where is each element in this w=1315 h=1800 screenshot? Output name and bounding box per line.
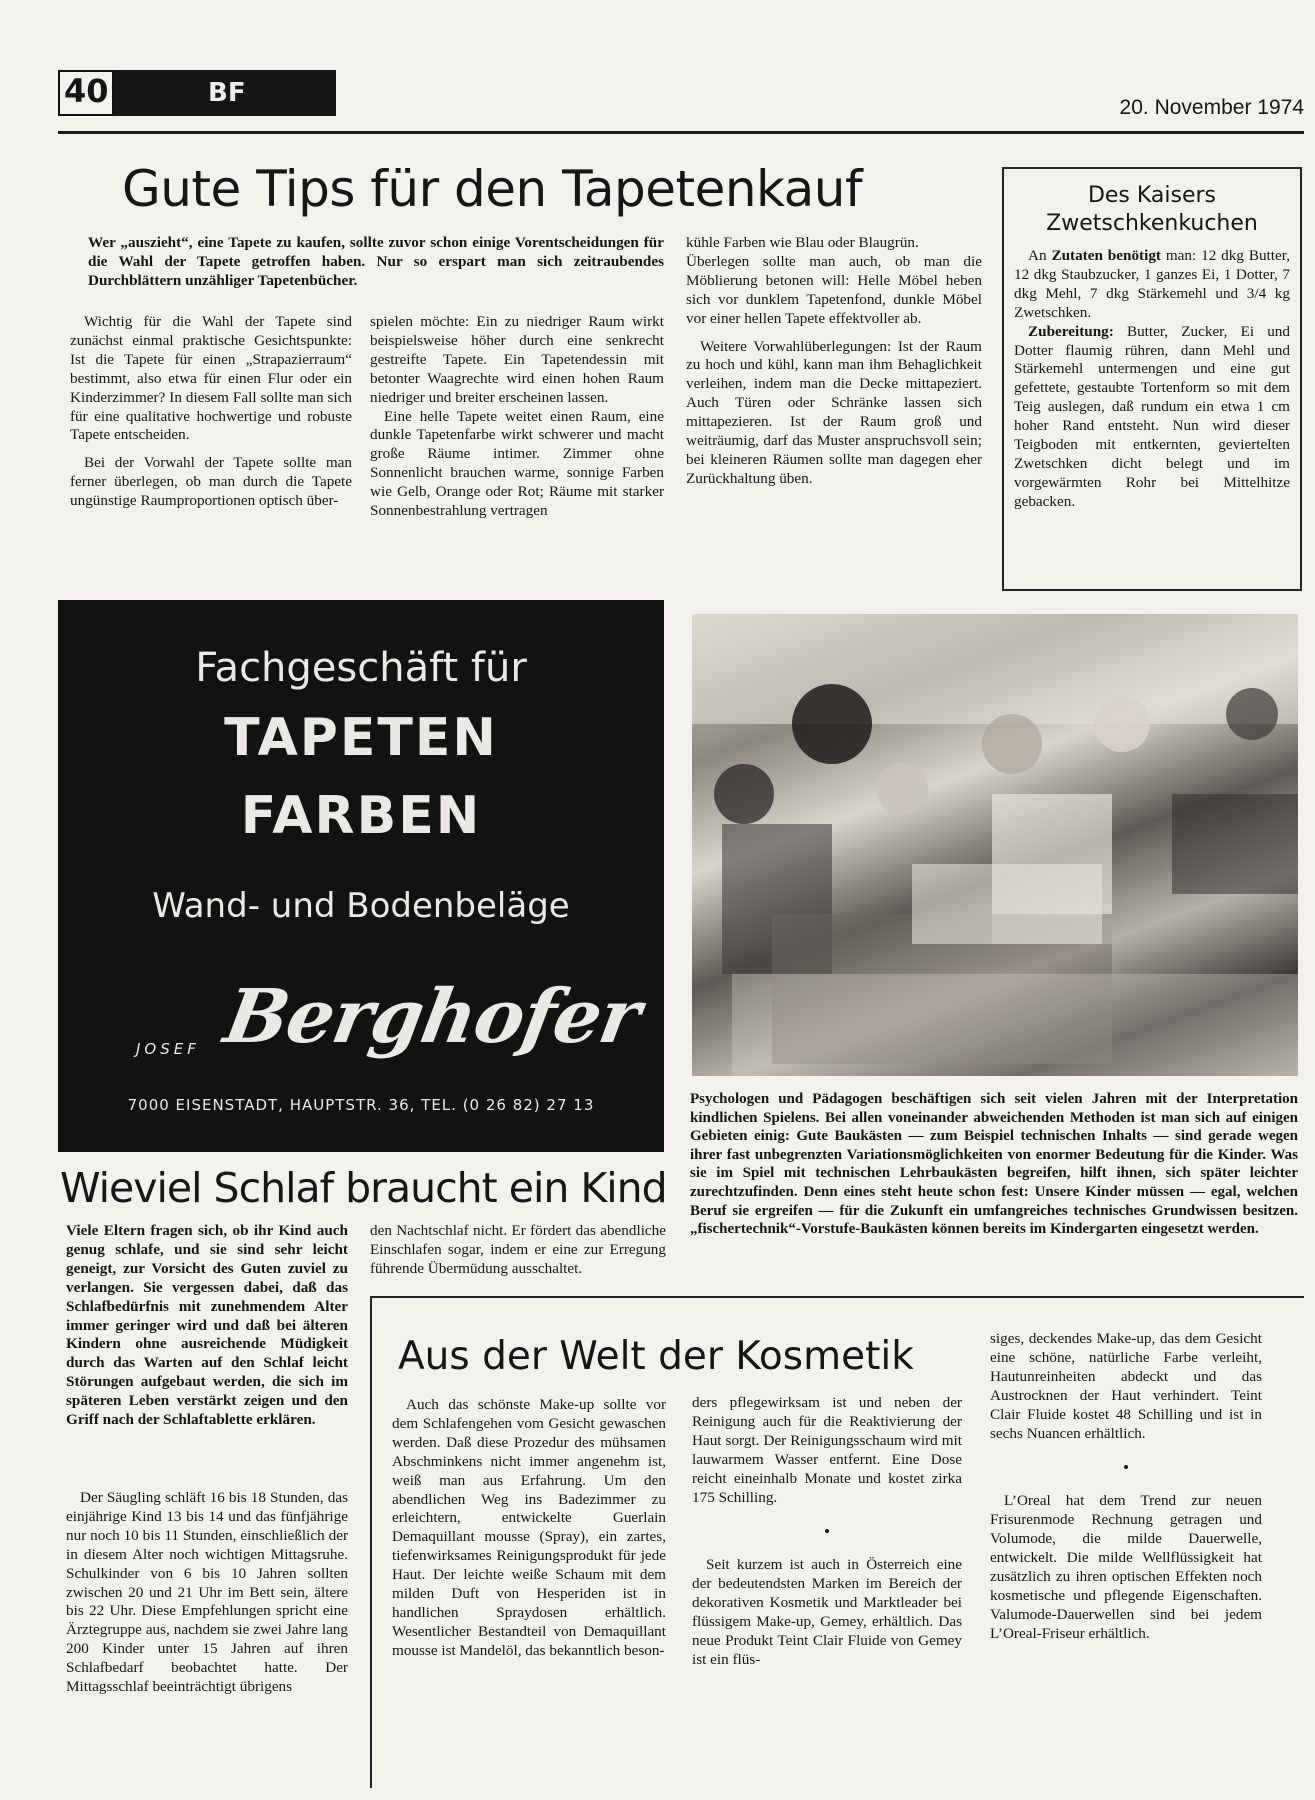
issue-date: 20. November 1974 xyxy=(1119,96,1304,119)
recipe-preparation-text: Butter, Zucker, Ei und Dotter flaumig rühren, dann Mehl und Stärkemehl untermengen und eine gut gefettete, gestaubte Tortenform so mit dem Teig auslegen, daß rundum ein etwa 1 cm hoher Rand entsteht. Nun wird dieser Teigboden mit entkernten, geviertelten Zwetschken dicht belegt und im vorgewärmten Rohr bei Mittelhitze gebacken. xyxy=(1014,322,1290,510)
schlaf-para-1: Der Säugling schläft 16 bis 18 Stunden, das einjährige Kind 13 bis 14 und das fünfjährige nur noch 10 bis 11 Stunden, einschließlich der in diesem Alter noch wichtigen Mittagsruhe. Schulkinder von 6 bis 10 Jahren sollten zwischen 20 und 21 Uhr im Bett sein, ältere bis 22 Uhr. Diese Empfehlungen spricht eine Ärztegruppe aus, nachdem sie zwei Jahre lang 200 Kinder unter 15 Jahren auf ihren Schlafbedarf beobachtet hatte. Der Mittagsschlaf beeinträchtigt übrigens xyxy=(66,1489,348,1696)
tapeten-column-2 xyxy=(370,313,664,521)
section-label: BF xyxy=(208,78,246,108)
schlaf-headline: Wieviel Schlaf braucht ein Kind xyxy=(60,1164,667,1212)
page-header xyxy=(58,70,1304,118)
ad-line-specialist: Fachgeschäft für xyxy=(195,645,527,691)
tapeten-col3-para-2: Überlegen sollte man auch, ob man die Möblierung betonen will: Helle Möbel heben sich vor dunklem Tapetenfond, dunkle Möbel vor einer hellen Tapete effektvoller ab. xyxy=(686,252,982,327)
ad-line-farben: FARBEN xyxy=(240,786,482,846)
kosmetik-separator-1: • xyxy=(824,1523,830,1541)
kosmetik-col2-para-2: Seit kurzem ist auch in Österreich eine der bedeutendsten Marken im Bereich der dekorativen Kosmetik und Marktleader bei flüssigem Make-up, Gemey, erhältlich. Das neue Produkt Teint Clair Fluide von Gemey ist ein flüs- xyxy=(692,1556,962,1668)
kosmetik-col3-para-2: L’Oreal hat dem Trend zur neuen Frisurenmode Rechnung getragen und Volumode, die milde Dauerwelle, entwickelt. Die milde Wellflüssigkeit hat zusätzlich zu ihren optischen Effekten noch kosmetische und pflegende Eigenschaften. Valumode-Dauerwellen sind bei jedem L’Oreal-Friseur erhältlich. xyxy=(990,1492,1262,1642)
recipe-text xyxy=(1014,247,1290,512)
tapeten-col2-para-1: spielen möchte: Ein zu niedriger Raum wirkt beispielsweise höher durch eine senkrecht gestreifte Tapete. Ein Tapetendessin mit betonter Waagrechte wird einen hohen Raum niedriger und breiter erscheinen lassen. xyxy=(370,313,664,406)
tapeten-column-3 xyxy=(686,234,982,489)
recipe-preparation xyxy=(1014,323,1290,512)
schlaf-para-2: den Nachtschlaf nicht. Er fördert das abendliche Einschlafen sogar, indem er eine zur Erregung führende Übermüdung ausschaltet. xyxy=(370,1222,666,1277)
kosmetik-headline: Aus der Welt der Kosmetik xyxy=(398,1334,914,1379)
kosmetik-col3-para-1: siges, deckendes Make-up, das dem Gesicht eine schöne, natürliche Farbe verleiht, Hautunreinheiten abdeckt und das Austrocknen der Haut verhindert. Teint Clair Fluide kostet 48 Schilling und ist in sechs Nuancen erhältlich. xyxy=(990,1330,1262,1442)
children-playing-photo xyxy=(692,614,1298,1076)
wallpaper-store-ad xyxy=(58,600,664,1152)
kosmetik-column-2 xyxy=(692,1394,962,1670)
recipe-box xyxy=(1002,167,1302,591)
header-rule xyxy=(58,131,1304,134)
tapeten-column-1 xyxy=(70,313,352,511)
photo-caption: Psychologen und Pädagogen beschäftigen sich seit vielen Jahren mit der Interpretation kindlichen Spielens. Bei allen voneinander abweichenden Methoden ist man sich auf einigen Gebieten einig: Gute Baukästen — zum Beispiel technischen Inhalts — sind gerade wegen ihrer fast unbegrenzten Variationsmöglichkeiten von enormer Bedeutung für die Kinder. Was sie im Spiel mit technischen Lehrbaukästen begreifen, hilft ihnen, sich später leichter zurechtzufinden. Denn eines steht heute schon fest: Unsere Kinder müssen — egal, welchen Beruf sie ergreifen — für die Zukunft ein umfangreiches technisches Grundwissen besitzen. „fischertechnik“-Vorstufe-Baukästen können bereits im Kindergarten eingesetzt werden. xyxy=(690,1091,1298,1238)
tapeten-lead: Wer „auszieht“, eine Tapete zu kaufen, sollte zuvor schon einige Vorentscheidungen für die Wahl der Tapete getroffen haben. Nur so erspart man sich zeitraubendes Durchblättern unzähliger Tapetenbücher. xyxy=(88,234,664,289)
recipe-title-1: Des Kaisers xyxy=(1087,183,1217,208)
kosmetik-col2-para-1: ders pflegewirksam ist und neben der Reinigung auch für die Reaktivierung der Haut sorgt. Der Reinigungsschaum wird mit lauwarmem Wasser entfernt. Eine Dose reicht eineinhalb Monate und kostet zirka 175 Schilling. xyxy=(692,1394,962,1506)
kosmetik-column-3 xyxy=(990,1330,1262,1644)
recipe-ingredients-list: man: 12 dkg Butter, 12 dkg Staubzucker, 1 ganzes Ei, 1 Dotter, 7 dkg Mehl, 7 dkg Stärkemehl und 3/4 kg Zwetschken. xyxy=(1014,247,1290,321)
schlaf-lead: Viele Eltern fragen sich, ob ihr Kind auch genug schlafe, und sie sind sehr leicht geneigt, zur Vorsicht des Guten zuviel zu verlangen. Sie vergessen dabei, daß das Schlafbedürfnis mit zunehmendem Alter immer geringer wird und daß bei älteren Kindern ohne ausreichende Müdigkeit durch das Warten auf den Schlaf leicht Störungen aufgebaut werden, die sich im späteren Leben verstärkt zeigen und den Griff nach der Schlaftablette erklären. xyxy=(66,1222,348,1429)
tapeten-col2-para-2: Eine helle Tapete weitet einen Raum, eine dunkle Tapetenfarbe wirkt schwerer und macht große Räume intimer. Zimmer ohne Sonnenlicht brauchen warme, sonnige Farben wie Gelb, Orange oder Rot; Räume mit starker Sonnenbestrahlung vertragen xyxy=(370,407,664,520)
ad-line-floorings: Wand- und Bodenbeläge xyxy=(152,886,570,926)
ad-firstname: JOSEF xyxy=(136,1040,200,1058)
photo-scene xyxy=(692,614,1298,1076)
ad-address: 7000 EISENSTADT, HAUPTSTR. 36, TEL. (0 26 82) 27 13 xyxy=(127,1096,595,1114)
kosmetik-column-1: Auch das schönste Make-up sollte vor dem Schlafengehen vom Gesicht gewaschen werden. Daß diese Prozedur des mühsamen Abschminkens nicht immer angenehm ist, weiß man aus Erfahrung. Um den abendlichen Weg ins Badezimmer zu erleichtern, entwickelte Guerlain Demaquillant mousse (Spray), ein zartes, tiefenwirksames Reinigungsprodukt für jede Haut. Der leichte weiße Schaum mit dem milden Duft von Hesperiden ist in handlichen Spraydosen erhältlich. Wesentlicher Bestandteil von Demaquillant mousse ist Mandelöl, das bekanntlich beson- xyxy=(392,1396,666,1659)
tapeten-col3-para-1: kühle Farben wie Blau oder Blaugrün. xyxy=(686,234,919,251)
ad-brand-logo: Berghofer xyxy=(218,974,647,1060)
tapeten-col1-para-1: Wichtig für die Wahl der Tapete sind zunächst einmal praktische Gesichtspunkte: Ist die Tapete für einen „Strapazierraum“ bestimmt, also etwa für einen Flur oder ein Kinderzimmer? In diesem Fall sollte man sich für eine qualitative hochwertige und robuste Tapete entscheiden. xyxy=(70,313,352,444)
recipe-preparation-label: Zubereitung: xyxy=(1028,322,1114,340)
tapeten-headline: Gute Tips für den Tapetenkauf xyxy=(122,160,863,218)
recipe-title-2: Zwetschkenkuchen xyxy=(1046,211,1258,236)
recipe-ingredients-intro: An xyxy=(1028,247,1052,264)
kosmetik-separator-2: • xyxy=(1123,1459,1129,1477)
ad-line-tapeten: TAPETEN xyxy=(224,708,498,768)
recipe-ingredients-label: Zutaten benötigt xyxy=(1051,247,1161,264)
recipe-ingredients xyxy=(1014,247,1290,323)
tapeten-col3-para-3: Weitere Vorwahlüberlegungen: Ist der Raum zu hoch und kühl, kann man ihm Behaglichkeit verleihen, indem man die Decke mittapeziert. Auch Türen oder Schränke lassen sich mittapezieren. Ist der Raum groß und weiträumig, darf das Muster anspruchsvoll sein; bei kleineren Räumen sollte man dagegen eher Zurückhaltung üben. xyxy=(686,337,982,487)
tapeten-col1-para-2: Bei der Vorwahl der Tapete sollte man ferner überlegen, ob man durch die Tapete ungünstige Raumproportionen optisch über- xyxy=(70,454,352,510)
page-number: 40 xyxy=(64,72,109,110)
